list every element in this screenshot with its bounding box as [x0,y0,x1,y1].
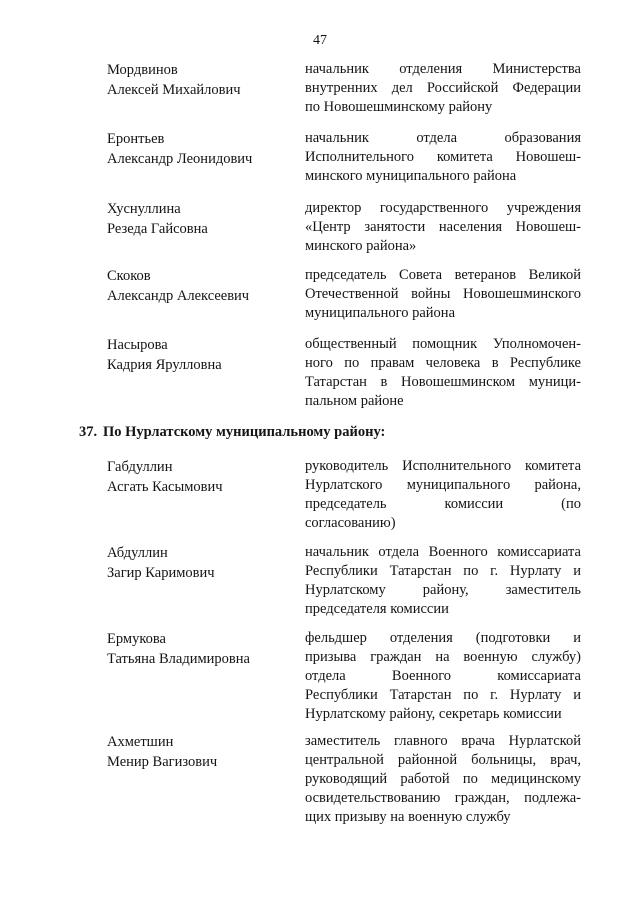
member-given-names: Асгать Касымович [107,479,223,495]
position-line: минского муниципального района [305,168,517,184]
position-line: минского района» [305,238,417,254]
position-line: Республики Татарстан по г. Нурлату и [305,687,581,703]
member-given-names: Менир Вагизович [107,754,218,770]
position-line: Исполнительного комитета Новошеш- [305,149,581,165]
position-line: центральной районной больницы, врач, [305,752,581,768]
member-given-names: Загир Каримович [107,565,215,581]
position-line: ного по правам человека в Республике [305,355,581,371]
position-line: Республики Татарстан по г. Нурлату и [305,563,581,579]
position-line: муниципального района [305,305,455,321]
position-line: председатель комиссии (по [305,496,581,512]
member-position [305,629,581,724]
member-given-names: Кадрия Ярулловна [107,357,222,373]
section-title: По Нурлатскому муниципальному району: [103,424,386,440]
position-line: щих призыву на военную службу [305,809,511,825]
position-line: призыва граждан на военную службу) [305,649,581,665]
position-line: по Новошешминскому району [305,99,493,115]
member-surname: Скоков [107,268,151,284]
member-name [107,457,292,497]
position-line: Татарстан в Новошешминском муници- [305,374,581,390]
position-line: председателя комиссии [305,601,449,617]
position-line: начальник отделения Министерства [305,61,581,77]
member-surname: Еронтьев [107,131,165,147]
member-name [107,543,292,583]
member-given-names: Александр Алексеевич [107,288,250,304]
member-given-names: Алексей Михайлович [107,82,241,98]
position-line: внутренних дел Российской Федерации [305,80,581,96]
position-line: начальник отдела Военного комиссариата [305,544,581,560]
position-line: согласованию) [305,515,396,531]
position-line: общественный помощник Уполномочен- [305,336,581,352]
member-name [107,266,292,306]
member-surname: Ермукова [107,631,166,647]
position-line: руководитель Исполнительного комитета [305,458,581,474]
position-line: пальном районе [305,393,404,409]
page-number: 47 [313,33,327,48]
member-name [107,629,292,669]
position-line: Отечественной войны Новошешминского [305,286,581,302]
member-position [305,266,581,323]
member-given-names: Александр Леонидович [107,151,253,167]
member-position [305,60,581,117]
section-number: 37. [79,424,98,440]
member-name [107,199,292,239]
member-name [107,129,292,169]
member-surname: Мордвинов [107,62,178,78]
member-name [107,732,292,772]
section-heading [79,424,385,441]
member-surname: Насырова [107,337,168,353]
position-line: заместитель главного врача Нурлатской [305,733,581,749]
position-line: начальник отдела образования [305,130,581,146]
position-line: фельдшер отделения (подготовки и [305,630,581,646]
member-name [107,60,292,100]
position-line: Нурлатского муниципального района, [305,477,581,493]
position-line: освидетельствованию граждан, подлежа- [305,790,581,806]
member-position [305,732,581,827]
member-position [305,199,581,256]
position-line: директор государственного учреждения [305,200,581,216]
member-given-names: Татьяна Владимировна [107,651,250,667]
position-line: Нурлатскому району, секретарь комиссии [305,706,562,722]
position-line: Нурлатскому району, заместитель [305,582,581,598]
position-line: «Центр занятости населения Новошеш- [305,219,581,235]
position-line: руководящий работой по медицинскому [305,771,581,787]
member-surname: Хуснуллина [107,201,181,217]
member-position [305,335,581,411]
position-line: отдела Военного комиссариата [305,668,581,684]
member-surname: Ахметшин [107,734,174,750]
position-line: председатель Совета ветеранов Великой [305,267,581,283]
member-name [107,335,292,375]
member-position [305,129,581,186]
member-surname: Абдуллин [107,545,168,561]
member-surname: Габдуллин [107,459,173,475]
member-given-names: Резеда Гайсовна [107,221,208,237]
member-position [305,457,581,533]
member-position [305,543,581,619]
